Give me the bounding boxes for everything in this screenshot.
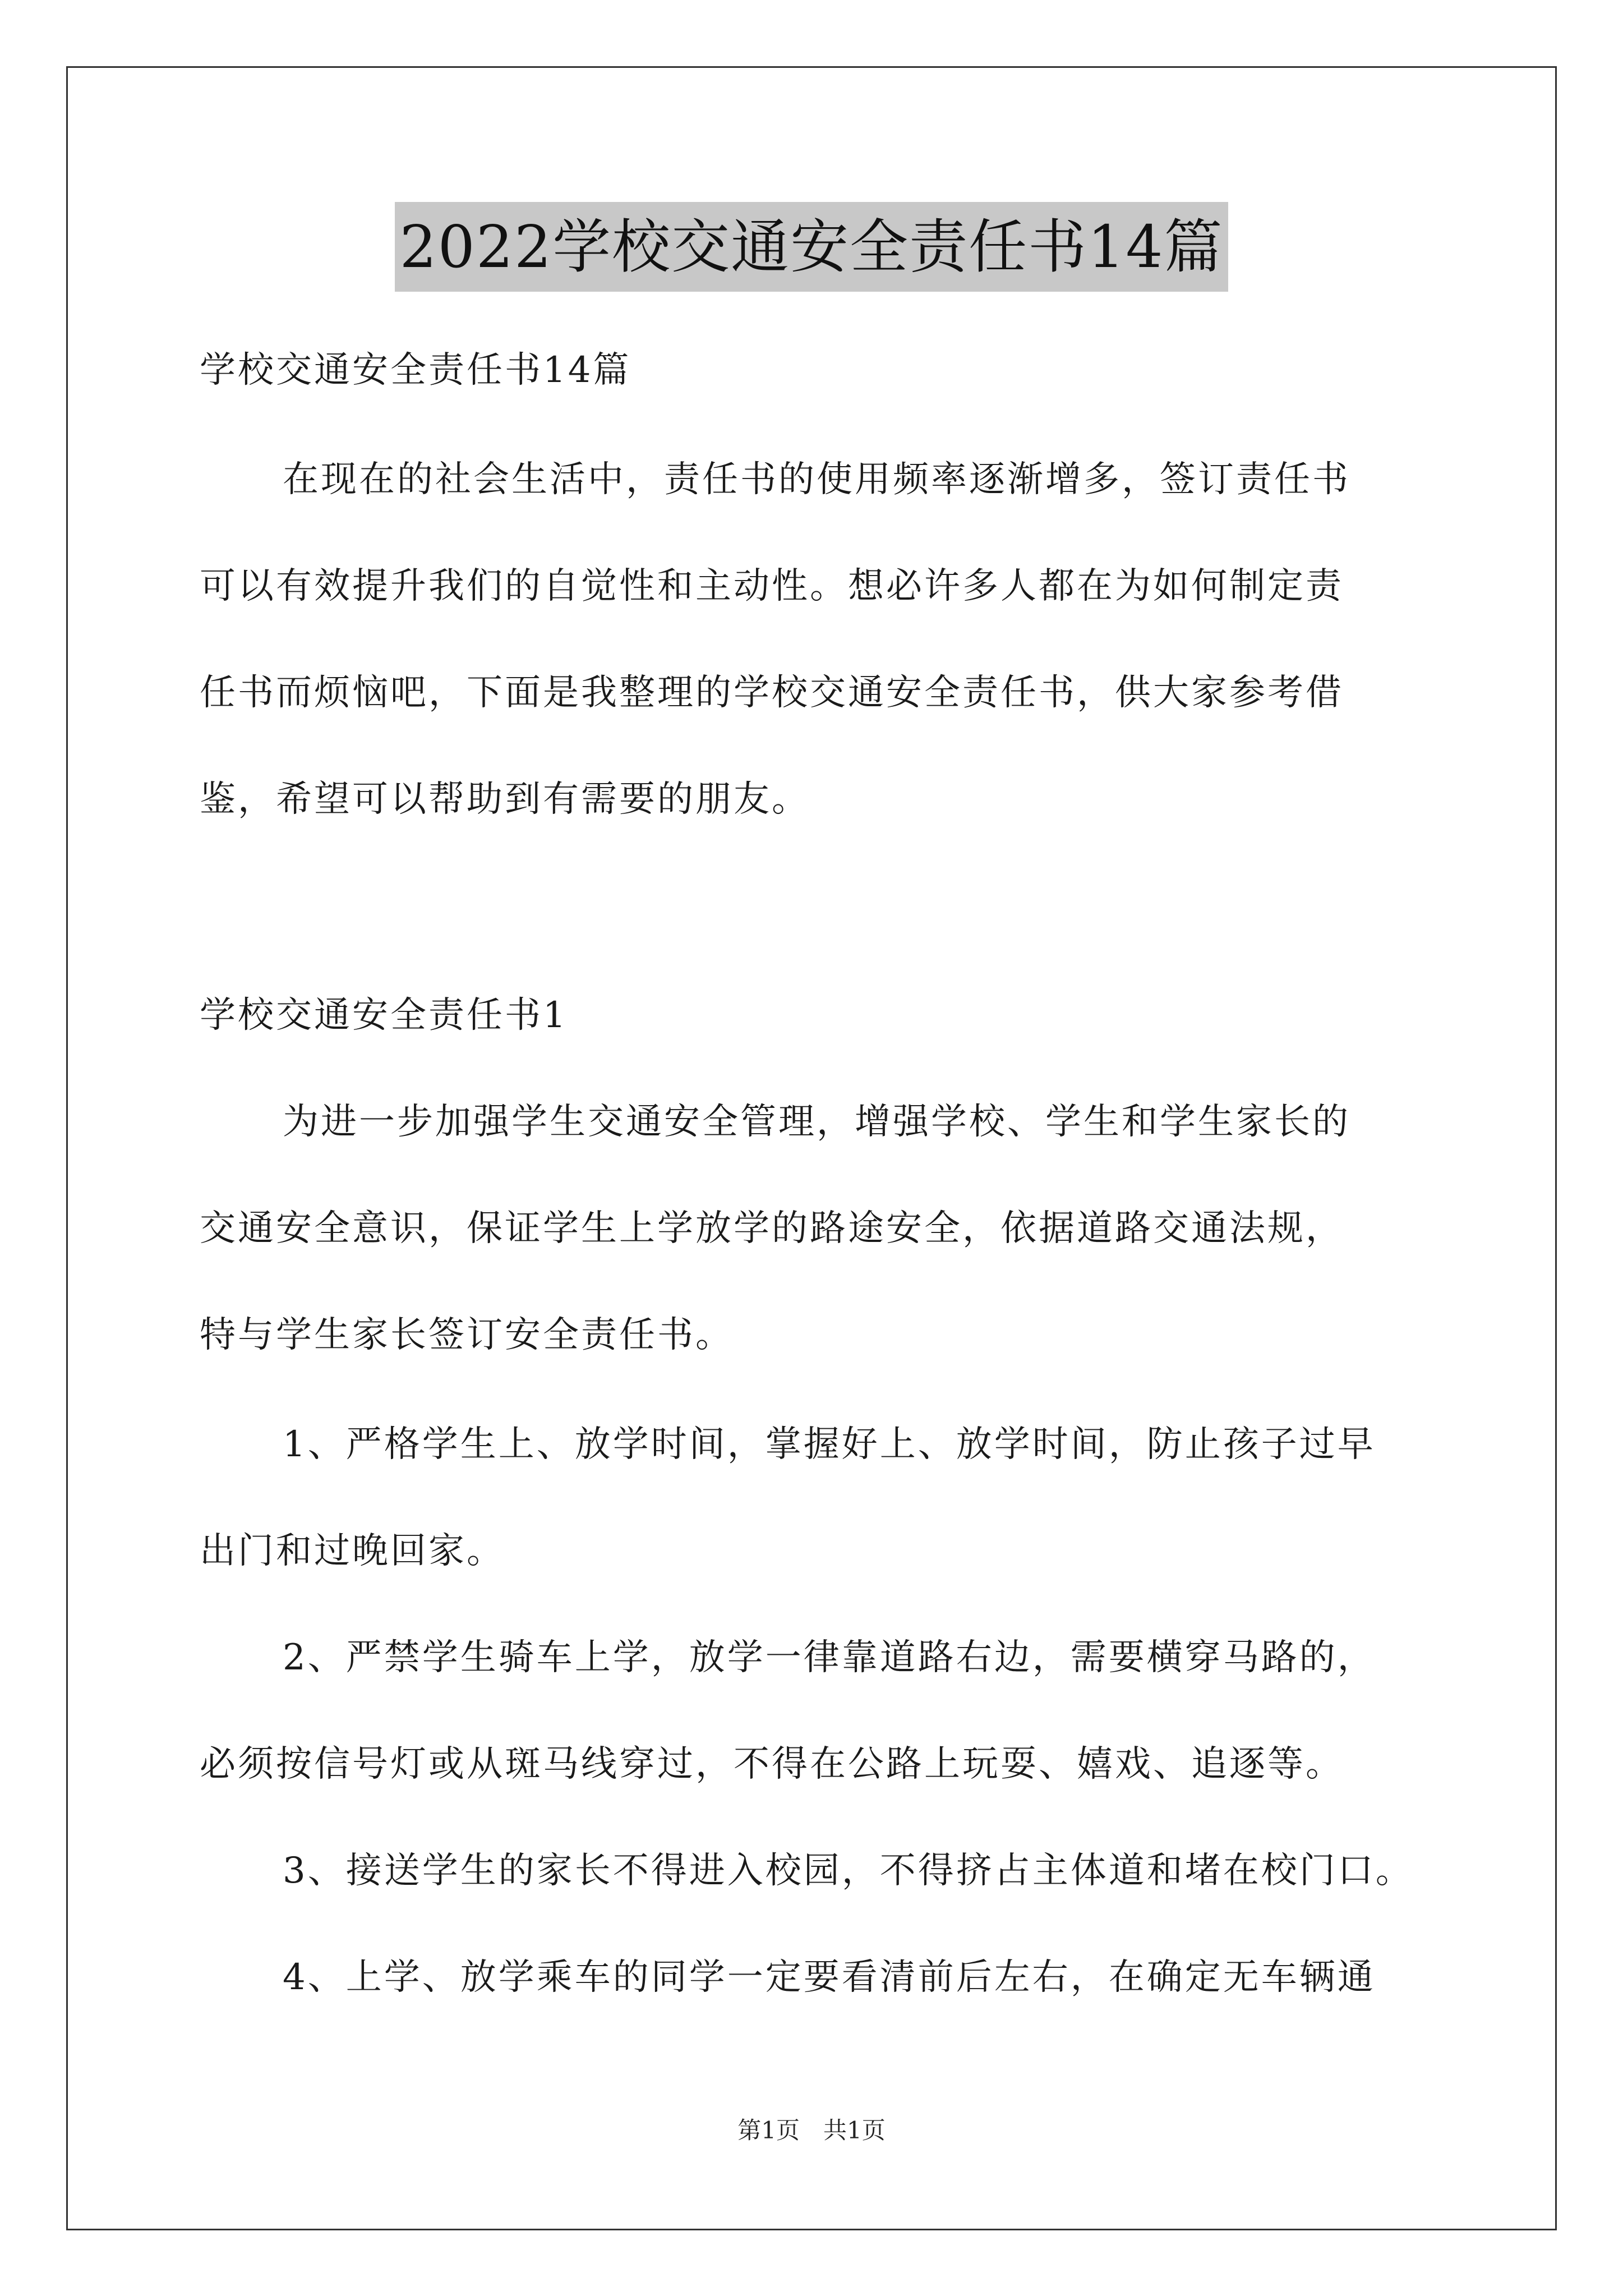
title-container bbox=[0, 202, 1623, 292]
paragraph-line: 为进一步加强学生交通安全管理，增强学校、学生和学生家长的 bbox=[283, 1101, 1350, 1143]
subtitle: 学校交通安全责任书14篇 bbox=[200, 349, 631, 391]
list-item-line: 出门和过晚回家。 bbox=[200, 1530, 505, 1572]
intro-line: 任书而烦恼吧，下面是我整理的学校交通安全责任书，供大家参考借 bbox=[200, 672, 1344, 714]
paragraph-line: 交通安全意识，保证学生上学放学的路途安全，依据道路交通法规， bbox=[200, 1208, 1344, 1249]
document-title: 2022学校交通安全责任书14篇 bbox=[395, 202, 1228, 292]
section-heading: 学校交通安全责任书1 bbox=[200, 995, 568, 1036]
intro-line: 可以有效提升我们的自觉性和主动性。想必许多人都在为如何制定责 bbox=[200, 565, 1344, 607]
list-item-line: 4、上学、放学乘车的同学一定要看清前后左右，在确定无车辆通 bbox=[283, 1957, 1376, 1998]
list-item-line: 必须按信号灯或从斑马线穿过，不得在公路上玩耍、嬉戏、追逐等。 bbox=[200, 1743, 1344, 1785]
intro-line: 在现在的社会生活中，责任书的使用频率逐渐增多，签订责任书 bbox=[283, 459, 1350, 500]
list-item-line: 2、严禁学生骑车上学，放学一律靠道路右边，需要横穿马路的， bbox=[283, 1637, 1376, 1678]
intro-line: 鉴，希望可以帮助到有需要的朋友。 bbox=[200, 779, 810, 820]
paragraph-line: 特与学生家长签订安全责任书。 bbox=[200, 1314, 734, 1356]
list-item-line: 3、接送学生的家长不得进入校园，不得挤占主体道和堵在校门口。 bbox=[283, 1850, 1414, 1892]
list-item-line: 1、严格学生上、放学时间，掌握好上、放学时间，防止孩子过早 bbox=[283, 1424, 1376, 1465]
page-footer: 第1页 共1页 bbox=[737, 2116, 886, 2144]
